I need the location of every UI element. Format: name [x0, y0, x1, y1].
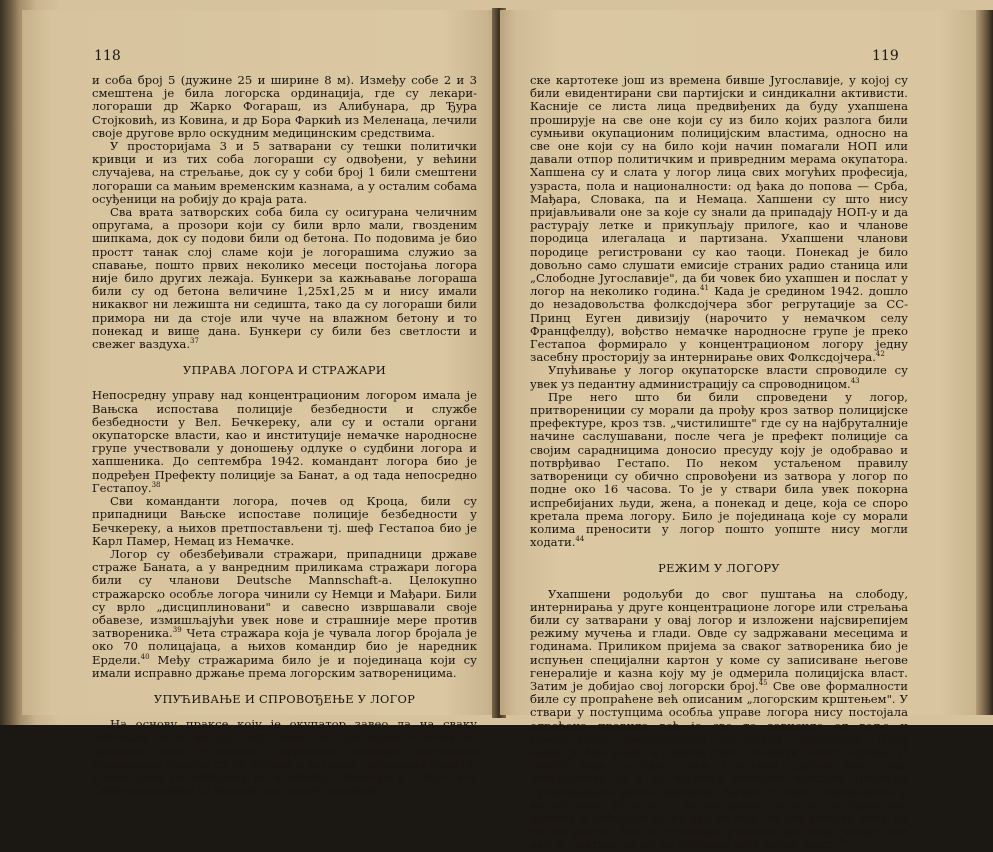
paragraph-text: ске картотеке још из времена бивше Југославије, у којој су били евидентирани сви партијски и синдикални активисти. Касније се листа лица предвиђених да буду ухапшена проширује на све оне који су из било којих разлога били сумњиви окупационим полицијским властима, односно на све оне који су на било који начин помагали НОП или давали отпор политичким и привредним мерама окупатора. Хапшена су и слата у логор лица свих могућих професија, узраста, пола и националности: од ђака до попова — Срба, Мађара, Словака, па и Немаца. Хапшени су што нису пријављивали оне за које су знали да припадају НОП-у и да растурају летке и прикупљају прилоге, као и чланове породица илегалаца и партизана. Ухапшени чланови породице регистровани су као таоци. Понекад је било довољно само слушати емисије страних радио станица или „Слободне Југославије", да би човек био ухапшен и послат у логор на неколико година. [530, 73, 908, 299]
paragraph-text: Чета стражара која је чувала логор бројала је око 70 полицајаца, а њихов командир био је наредник Ердели. [92, 626, 477, 667]
paragraph [530, 391, 908, 549]
left-page [22, 10, 497, 798]
paragraph-text: У просторијама 3 и 5 затварани су тешки политички кривци и из тих соба логораши су одвођени, у већини случајева, на стрељање, док су у соби број 1 били смештени логораши са мањим временским казнама, а у осталим собама осуђеници на робију до краја рата. [92, 139, 477, 206]
page-number-left: 118 [94, 48, 121, 64]
paragraph [92, 140, 477, 206]
paragraph [92, 495, 477, 548]
paragraph-text: Сва врата затворских соба била су осигурана челичним опругама, а прозори који су били врло мали, гвозденим шипкама, док су подови били од бетона. По подовима је био простт танак слој сламе који је логорашима служио за спавање, пошто првих неколико месеци постојања логора није било других лежаја. Бункери за кажњавање логораша били су од бетона величине 1,25x1,25 м и нису имали никаквог ни лежишта ни седишта, тако да су логораши били примора ни да стоје или чуче на влажном бетону и то понекад и више дана. Бункери су били без светлости и свежег ваздуха. [92, 205, 477, 352]
paragraph-text: Међу стражарима било је и појединаца који су имали исправно држање према логорским затвореницима. [92, 652, 477, 680]
paragraph-text: Када је средином 1942. дошло до незадовољства фолксдојчера због регрутације за СС-Принц Еуген дивизију (нарочито у немачком селу Францфелду), вођство немачке народносне групе је преко Гестапоа формирало у концентрационом логору једну засебну просторију за интернирање ових Фолксдојчера. [530, 284, 908, 365]
section-heading-regime: РЕЖИМ У ЛОГОРУ [658, 561, 780, 576]
footnote-marker: 37 [190, 337, 199, 346]
paragraph [92, 548, 477, 680]
footnote-marker: 44 [575, 535, 585, 544]
footnote-marker: 43 [850, 376, 860, 385]
paragraph-text: Логор су обезбеђивали стражари, припадници државе стражe Баната, а у ванредним приликама стражари логора били су чланови Deutsche Mannschaft-a. Целокупно стражарско особље логора чинили су Немци и Мађари. Били су врло „дисциплиновани" и савесно извршавали своје обавезе, измишљајући увек нове и страшније мере против затвореника. [92, 546, 477, 641]
footnote-marker: 39 [172, 626, 182, 635]
footnote-marker: 40 [140, 652, 150, 661]
paragraph-text: Ухапшени родољуби до свог пуштања на слободу, интернирања у друге концентрационе логоре или стрељања били су затварани у овај логор и изложени најсвирепијем режиму мучења и глади. Овде су задржавани месецима и годинама. Приликом пријема за сваког затвореника био је испуњен специјални картон у коме су записиване његове генералије и казна коју му је одмерила полицијска власт. Затим је добијао свој логорски број. [530, 586, 908, 693]
paragraph [92, 718, 477, 797]
paragraph-text: Упућивање у логор окупаторске власти спроводиле су увек уз педантну администрацију са спроводницом. [530, 363, 908, 391]
footnote-marker: 42 [875, 350, 885, 359]
footnote-marker: 38 [151, 481, 161, 490]
left-paragraphs-3 [92, 718, 477, 797]
footnote-marker: 41 [699, 284, 709, 293]
right-paragraphs-2 [530, 588, 908, 852]
paragraph-text: Све ове формалности биле су пропраћене већ описаним „логорским крштењем". У ствари у поступцима особља управе логора нису постојала одређена правила већ је све то зависило од воље и моменталног расположења логорских старешина. Пред њима је био један и главни циљ: сломити отпор народа. И пошто није постојао неки устаљени „кућни ред", над логорашима су и за најмање учињене наводне преступе примењиване разне санкције. Казне су биле појединачне и колективне. Батине су за логораше постале саставни део живота и добијали су их ако се нпр. за два минута нису на чесми умили, ако се стражару учинило да споро ходају или ако је сматрао да му се логораш није добро јавио. [530, 678, 908, 852]
left-paragraphs-1 [92, 74, 477, 351]
footnote-marker: 45 [758, 679, 768, 688]
section-heading-administration: УПРАВА ЛОГОРА И СТРАЖАРИ [182, 363, 387, 378]
left-paragraphs-2 [92, 389, 477, 679]
page-number-right: 119 [872, 48, 899, 64]
paragraph [530, 364, 908, 390]
paragraph [92, 389, 477, 495]
right-page [500, 10, 978, 852]
paragraph [530, 74, 908, 364]
paragraph [92, 206, 477, 351]
paragraph-text: Сви команданти логора, почев од Кроца, били су припадници Вањске испоставе полиције безбедности у Бечкереку, а њихов претпостављени тј. шеф Гестапоа био је Карл Памер, Немац из Немачке. [92, 494, 477, 548]
paragraph-text: На основу праксе коју је окупатор завео да на сваку саботажу или напад партизана на припаднике немачке оружане силе и њихове сараднике одговори масовним одмаздама, пунили су се логори и затвори грађанима Баната. Првих дана по избијању рата између Немачке и Совјетског Савеза хапшења су вршена на основу полициј- [92, 717, 477, 798]
footnote-marker: 46 [837, 837, 847, 846]
paragraph-text: Непосредну управу над концентрационим логором имала је Вањска испостава полиције безбедности и службе безбедности у Вел. Бечкереку, али су и остали органи окупаторске власти, као и институције немачке народносне групе учествовали у доношењу одлуке о судбини логора и хапшеника. До септембра 1942. командант логора био је подређен Префекту полиције за Банат, а од тада непосредно Гестапоу. [92, 388, 477, 495]
paragraph-text: и соба број 5 (дужине 25 и ширине 8 м). Између собе 2 и 3 смештена је била логорска ординација, где су лекари-логораши др Жарко Фогараш, из Алибунара, др Ђура Стојковић, из Ковина, и др Бора Фаркић из Меленаца, лечили своје другове врло оскудним медицинским средствима. [92, 73, 477, 140]
right-page-text [530, 74, 908, 852]
right-paragraphs-1 [530, 74, 908, 549]
paragraph-text: Пре него што би били спроведени у логор, притворениции су морали да прођу кроз затвор полицијске префектуре, кроз тзв. „чистилиште" где су на најбруталније начине саслушавани, после чега је префект полиције са својим сарадницима доносио пресуду коју је одобравао и потврђивао Гестапо. По неком устаљеном правилу затвореници су обично спровођени из затвора у логор по подне око 16 часова. То је у ствари била увек покорна испребијаних људи, жена, а понекад и деце, која се споро кретала према логору. Било је појединаца које су морали колима преносити у логор пошто уопште нису могли ходати. [530, 389, 908, 550]
paragraph [92, 74, 477, 140]
page-edges [976, 10, 993, 715]
section-heading-transfer: УПУЋИВАЊЕ И СПРОВОЂЕЊЕ У ЛОГОР [153, 691, 416, 706]
left-page-text [92, 74, 477, 797]
paragraph [530, 588, 908, 852]
